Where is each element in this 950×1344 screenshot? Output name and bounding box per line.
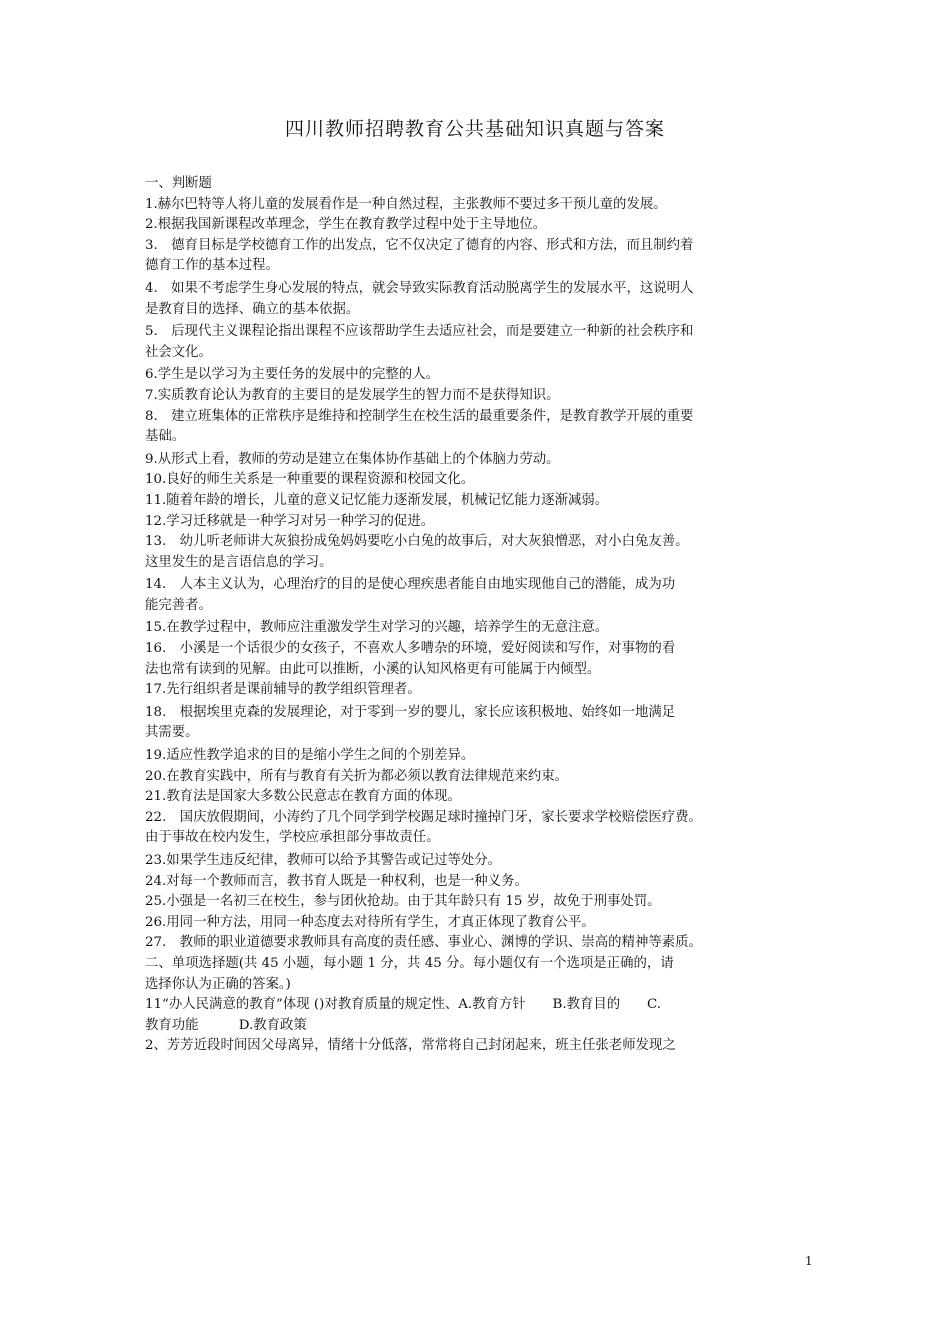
page-title: 四川教师招聘教育公共基础知识真题与答案 [284, 118, 665, 140]
text-line: 25.小强是一名初三在校生，参与团伙抢劫。由于其年龄只有 15 岁，故免于刑事处罚。 [145, 894, 661, 910]
text-line: 19.适应性教学追求的目的是缩小学生之间的个别差异。 [145, 748, 475, 764]
text-line: 20.在教育实践中，所有与教育有关折为都必须以教育法律规范来约束。 [145, 768, 569, 784]
text-line: 4. 如果不考虑学生身心发展的特点，就会导致实际教育活动脱离学生的发展水平，这说明人 [145, 280, 694, 296]
text-line: 13. 幼儿听老师讲大灰狼扮成兔妈妈要吃小白兔的故事后，对大灰狼憎恶，对小白兔友善。 [145, 534, 689, 550]
text-line: 15.在教学过程中，教师应注重激发学生对学习的兴趣，培养学生的无意注意。 [145, 620, 609, 636]
text-line: 9.从形式上看，教师的劳动是建立在集体协作基础上的个体脑力劳动。 [145, 451, 560, 467]
text-line: 12.学习迁移就是一种学习对另一种学习的促进。 [145, 513, 435, 529]
text-line: 8. 建立班集体的正常秩序是维持和控制学生在校生活的最重要条件，是教育教学开展的重要 [145, 408, 694, 424]
text-line: 27. 教师的职业道德要求教师具有高度的责任感、事业心、渊博的学识、崇高的精神等素质。 [145, 935, 702, 951]
text-line: 2、芳芳近段时间因父母离异，情绪十分低落，常常将自己封闭起来，班主任张老师发现之 [145, 1038, 676, 1054]
section-heading: 选择你认为正确的答案。) [145, 976, 291, 992]
text-line: 社会文化。 [145, 344, 212, 360]
document-body [145, 174, 830, 1057]
text-line: 23.如果学生违反纪律，教师可以给予其警告或记过等处分。 [145, 853, 502, 868]
text-line: 7.实质教育论认为教育的主要目的是发展学生的智力而不是获得知识。 [145, 387, 560, 403]
text-line: 二、单项选择题(共 45 小题，每小题 1 分，共 45 分。每小题仅有一个选项是正确的，请 [145, 955, 674, 971]
text-line: 基础。 [145, 429, 186, 445]
text-line: 22. 国庆放假期间，小涛约了几个同学到学校踢足球时撞掉门牙，家长要求学校赔偿医疗费。 [145, 809, 702, 825]
text-line: 5. 后现代主义课程论指出课程不应该帮助学生去适应社会，而是要建立一种新的社会秩序和 [145, 324, 694, 340]
text-line: 教育功能 D.教育政策 [145, 1017, 307, 1033]
text-line: 26.用同一种方法，用同一种态度去对待所有学生，才真正体现了教育公平。 [145, 914, 595, 930]
text-line: 18. 根据埃里克森的发展理论，对于零到一岁的婴儿，家长应该积极地、始终如一地满足 [145, 704, 676, 720]
text-line: 1.赫尔巴特等人将儿童的发展看作是一种自然过程，主张教师不要过多干预儿童的发展。 [145, 196, 667, 212]
section-heading: 一、判断题 [145, 176, 212, 191]
text-line: 德育工作的基本过程。 [145, 258, 279, 274]
text-line: 由于事故在校内发生，学校应承担部分事故责任。 [145, 830, 440, 846]
text-line: 这里发生的是言语信息的学习。 [145, 554, 333, 570]
text-line: 17.先行组织者是课前辅导的教学组织管理者。 [145, 682, 421, 698]
text-line: 法也常有读到的见解。由此可以推断，小溪的认知风格更有可能属于内倾型。 [145, 661, 601, 677]
text-line: 6.学生是以学习为主要任务的发展中的完整的人。 [145, 367, 439, 383]
text-line: 21.教育法是国家大多数公民意志在教育方面的体现。 [145, 789, 461, 805]
text-line: 2.根据我国新课程改革理念，学生在教育教学过程中处于主导地位。 [145, 217, 547, 233]
text-line: 16. 小溪是一个话很少的女孩子，不喜欢人多嘈杂的环境，爱好阅读和写作，对事物的看 [145, 641, 676, 657]
text-line: 24.对每一个教师而言，教书育人既是一种权利，也是一种义务。 [145, 873, 528, 889]
text-line: 11.随着年龄的增长，儿童的意义记忆能力逐渐发展，机械记忆能力逐渐减弱。 [145, 492, 609, 508]
text-line: 其需要。 [145, 725, 199, 741]
page-number: 1 [805, 1254, 813, 1268]
text-line: 是教育目的选择、确立的基本依据。 [145, 301, 360, 317]
text-line: 10.良好的师生关系是一种重要的课程资源和校园文化。 [145, 472, 475, 488]
text-line: 14. 人本主义认为，心理治疗的目的是使心理疾患者能自由地实现他自己的潜能，成为功 [145, 577, 676, 593]
text-line: 11“办人民满意的教育”体现 ()对教育质量的规定性、A.教育方针 B.教育目的 C. [145, 997, 661, 1013]
text-line: 能完善者。 [145, 597, 212, 613]
text-line: 3. 德育目标是学校德育工作的出发点，它不仅决定了德育的内容、形式和方法，而且制约着 [145, 237, 694, 253]
